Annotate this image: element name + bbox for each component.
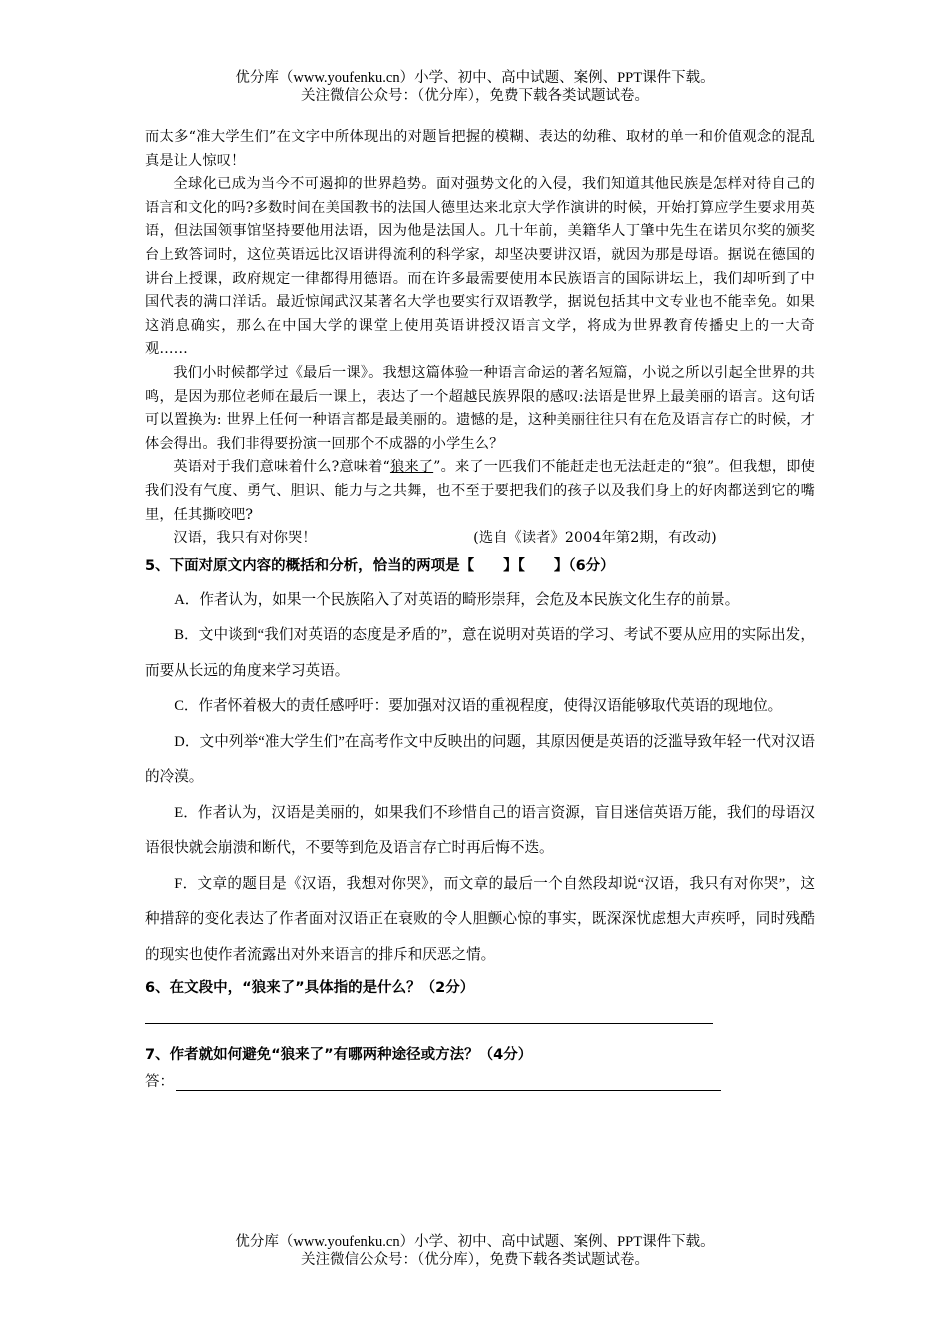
question-5-options — [145, 583, 815, 974]
header-line-1: 优分库（www.youfenku.cn）小学、初中、高中试题、案例、PPT课件下载。 — [235, 70, 715, 86]
closing-sentence: 汉语，我只有对你哭！ — [173, 530, 317, 547]
option-e: E．作者认为，汉语是美丽的，如果我们不珍惜自己的语言资源，盲目迷信英语万能，我们的母语汉语很快就会崩溃和断代，不要等到危及语言存亡时再后悔不迭。 — [145, 804, 815, 857]
question-5-title: 5、下面对原文内容的概括和分析，恰当的两项是【 】【 】（6分） — [145, 557, 615, 574]
option-c: C．作者怀着极大的责任感呼吁：要加强对汉语的重视程度，使得汉语能够取代英语的现地位。 — [174, 698, 783, 715]
passage-paragraph-1: 而太多“准大学生们”在文字中所体现出的对题旨把握的模糊、表达的幼稚、取材的单一和价值观念的混乱真是让人惊叹！ — [145, 129, 815, 169]
question-7-answer-line[interactable] — [176, 1074, 721, 1091]
option-a: A．作者认为，如果一个民族陷入了对英语的畸形崇拜，会危及本民族文化生存的前景。 — [174, 591, 740, 608]
question-6-answer-line[interactable] — [145, 1023, 713, 1024]
question-7-title: 7、作者就如何避免“狼来了”有哪两种途径或方法？（4分） — [145, 1047, 533, 1064]
page-header — [0, 69, 950, 105]
header-line-2: 关注微信公众号：（优分库），免费下载各类试题试卷。 — [301, 88, 649, 104]
footer-line-1: 优分库（www.youfenku.cn）小学、初中、高中试题、案例、PPT课件下载。 — [235, 1234, 715, 1250]
question-6-title: 6、在文段中，“狼来了”具体指的是什么？（2分） — [145, 980, 475, 997]
paragraph-4-text-a: 英语对于我们意味着什么?意味着“ — [173, 459, 390, 476]
option-b: B．文中谈到“我们对英语的态度是矛盾的”，意在说明对英语的学习、考试不要从应用的实际出发，而要从长远的角度来学习英语。 — [145, 627, 815, 679]
footer-line-2: 关注微信公众号：（优分库），免费下载各类试题试卷。 — [301, 1252, 649, 1268]
passage-paragraph-4 — [145, 456, 815, 527]
paragraph-4-text-b: ”。来了一匹我们不能赶走也无法赶走的“狼”。但我想，即使我们没有气度、勇气、胆识、能力与之共舞，也不至于要把我们的孩子以及我们身上的好肉都送到它的嘴里，任其撕咬吧? — [145, 459, 816, 523]
wolf-phrase: 狼来了 — [389, 459, 434, 476]
option-d: D．文中列举“准大学生们”在高考作文中反映出的问题，其原因便是英语的泛滥导致年轻一代对汉语的冷漠。 — [145, 733, 815, 786]
option-f: F．文章的题目是《汉语，我想对你哭》，而文章的最后一个自然段却说“汉语，我只有对你哭”，这种措辞的变化表达了作者面对汉语正在衰败的令人胆颤心惊的事实，既深深忧虑想大声疾呼，同时残酷的现实也使作者流露出对外来语言的排斥和厌恶之情。 — [145, 875, 815, 963]
passage-paragraph-3: 我们小时候都学过《最后一课》。我想这篇体验一种语言命运的著名短篇，小说之所以引起全世界的共鸣，是因为那位老师在最后一课上，表达了一个超越民族界限的感叹:法语是世界上最美丽的语言。这句话可以置换为: 世界上任何一种语言都是最美丽的。遗憾的是，这种美丽往往只有在危及语言存亡的时候，才体会得出。我们非得要扮演一回那个不成器的小学生么？ — [145, 364, 815, 452]
passage-paragraph-2: 全球化已成为当今不可遏抑的世界趋势。面对强势文化的入侵，我们知道其他民族是怎样对待自己的语言和文化的吗?多数时间在美国教书的法国人德里达来北京大学作演讲的时候，开始打算应学生要求用英语，但法国领事馆坚持要他用法语，因为他是法国人。几十年前，美籍华人丁肇中先生在诺贝尔奖的颁奖台上致答词时，这位英语远比汉语讲得流利的科学家，却坚决要讲汉语，就因为那是母语。据说在德国的讲台上授课，政府规定一律都得用德语。而在许多最需要使用本民族语言的国际讲坛上，我们却听到了中国代表的满口洋话。最近惊闻武汉某著名大学也要实行双语教学，据说包括其中文专业也不能幸免。如果这消息确实，那么在中国大学的课堂上使用英语讲授汉语言文学，将成为世界教育传播史上的一大奇观…… — [145, 176, 815, 358]
question-7-answer-row — [145, 1070, 815, 1091]
source-citation: (选自《读者》2004年第2期，有改动) — [473, 530, 717, 547]
page-footer — [0, 1233, 950, 1269]
answer-label: 答： — [145, 1074, 174, 1091]
passage-paragraph-5 — [145, 527, 815, 551]
page-content — [145, 126, 815, 1091]
